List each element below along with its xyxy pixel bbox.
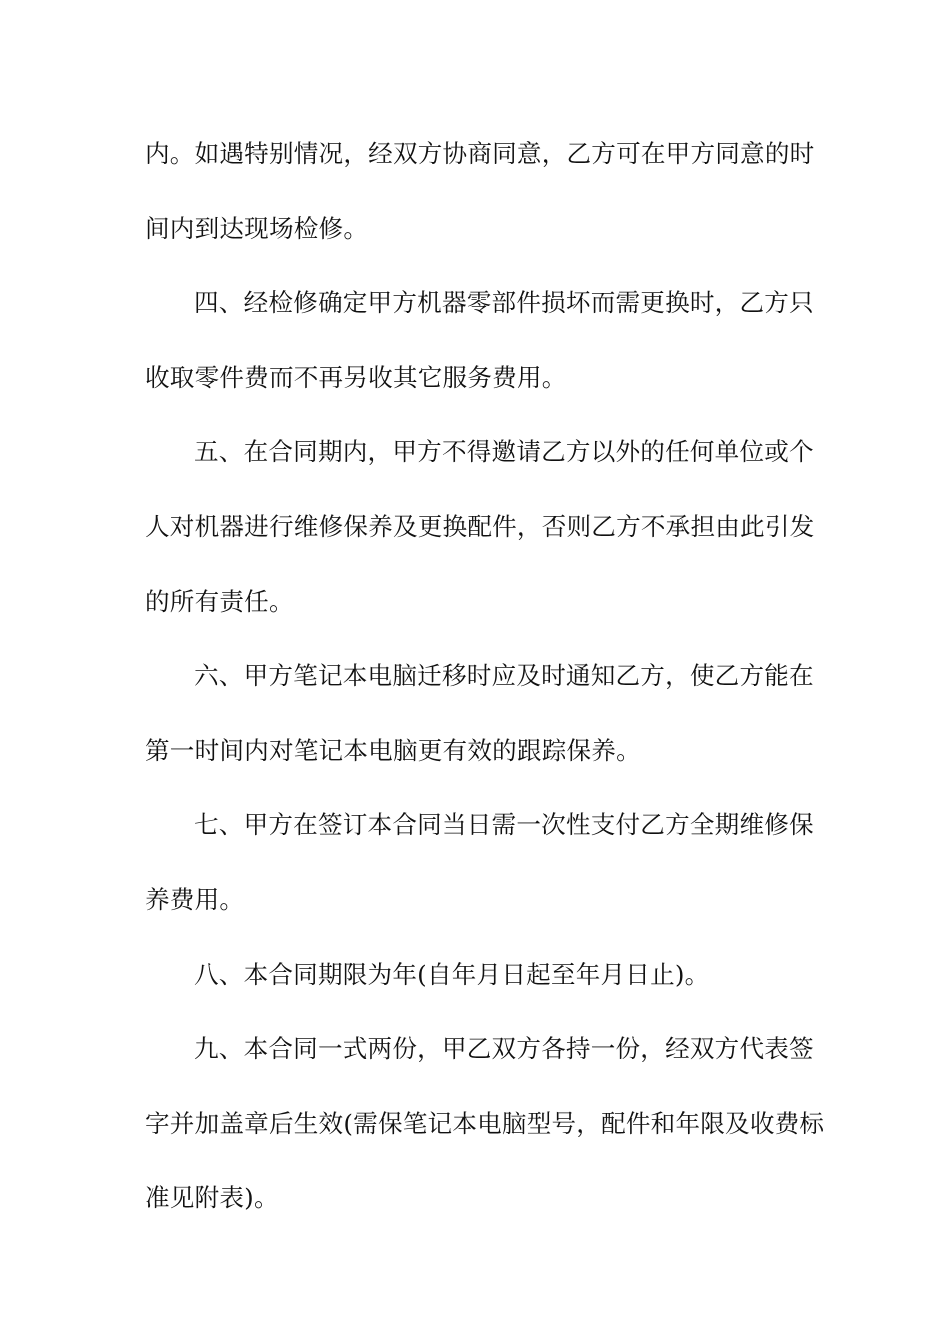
clause-5-continued: 的所有责任。 [145,586,294,616]
clause-5-continued: 人对机器进行维修保养及更换配件，否则乙方不承担由此引发 [145,511,815,541]
clause-7-continued: 养费用。 [145,884,245,914]
clause-9-continued: 字并加盖章后生效(需保笔记本电脑型号，配件和年限及收费标 [145,1108,825,1138]
clause-8: 八、本合同期限为年(自年月日起至年月日止)。 [194,959,710,989]
clause-7: 七、甲方在签订本合同当日需一次性支付乙方全期维修保 [194,810,814,840]
contract-body [145,127,825,1246]
clause-6: 六、甲方笔记本电脑迁移时应及时通知乙方，使乙方能在 [194,661,814,691]
clause-5: 五、在合同期内，甲方不得邀请乙方以外的任何单位或个 [194,437,814,467]
paragraph-3-continued: 内。如遇特别情况，经双方协商同意，乙方可在甲方同意的时 [145,139,815,168]
clause-4: 四、经检修确定甲方机器零部件损坏而需更换时，乙方只 [194,288,814,318]
clause-9: 九、本合同一式两份，甲乙双方各持一份，经双方代表签 [194,1034,814,1064]
paragraph-3-continued: 间内到达现场检修。 [145,213,369,243]
clause-9-continued: 准见附表)。 [145,1183,279,1213]
clause-6-continued: 第一时间内对笔记本电脑更有效的跟踪保养。 [145,735,641,765]
clause-4-continued: 收取零件费而不再另收其它服务费用。 [145,362,567,392]
